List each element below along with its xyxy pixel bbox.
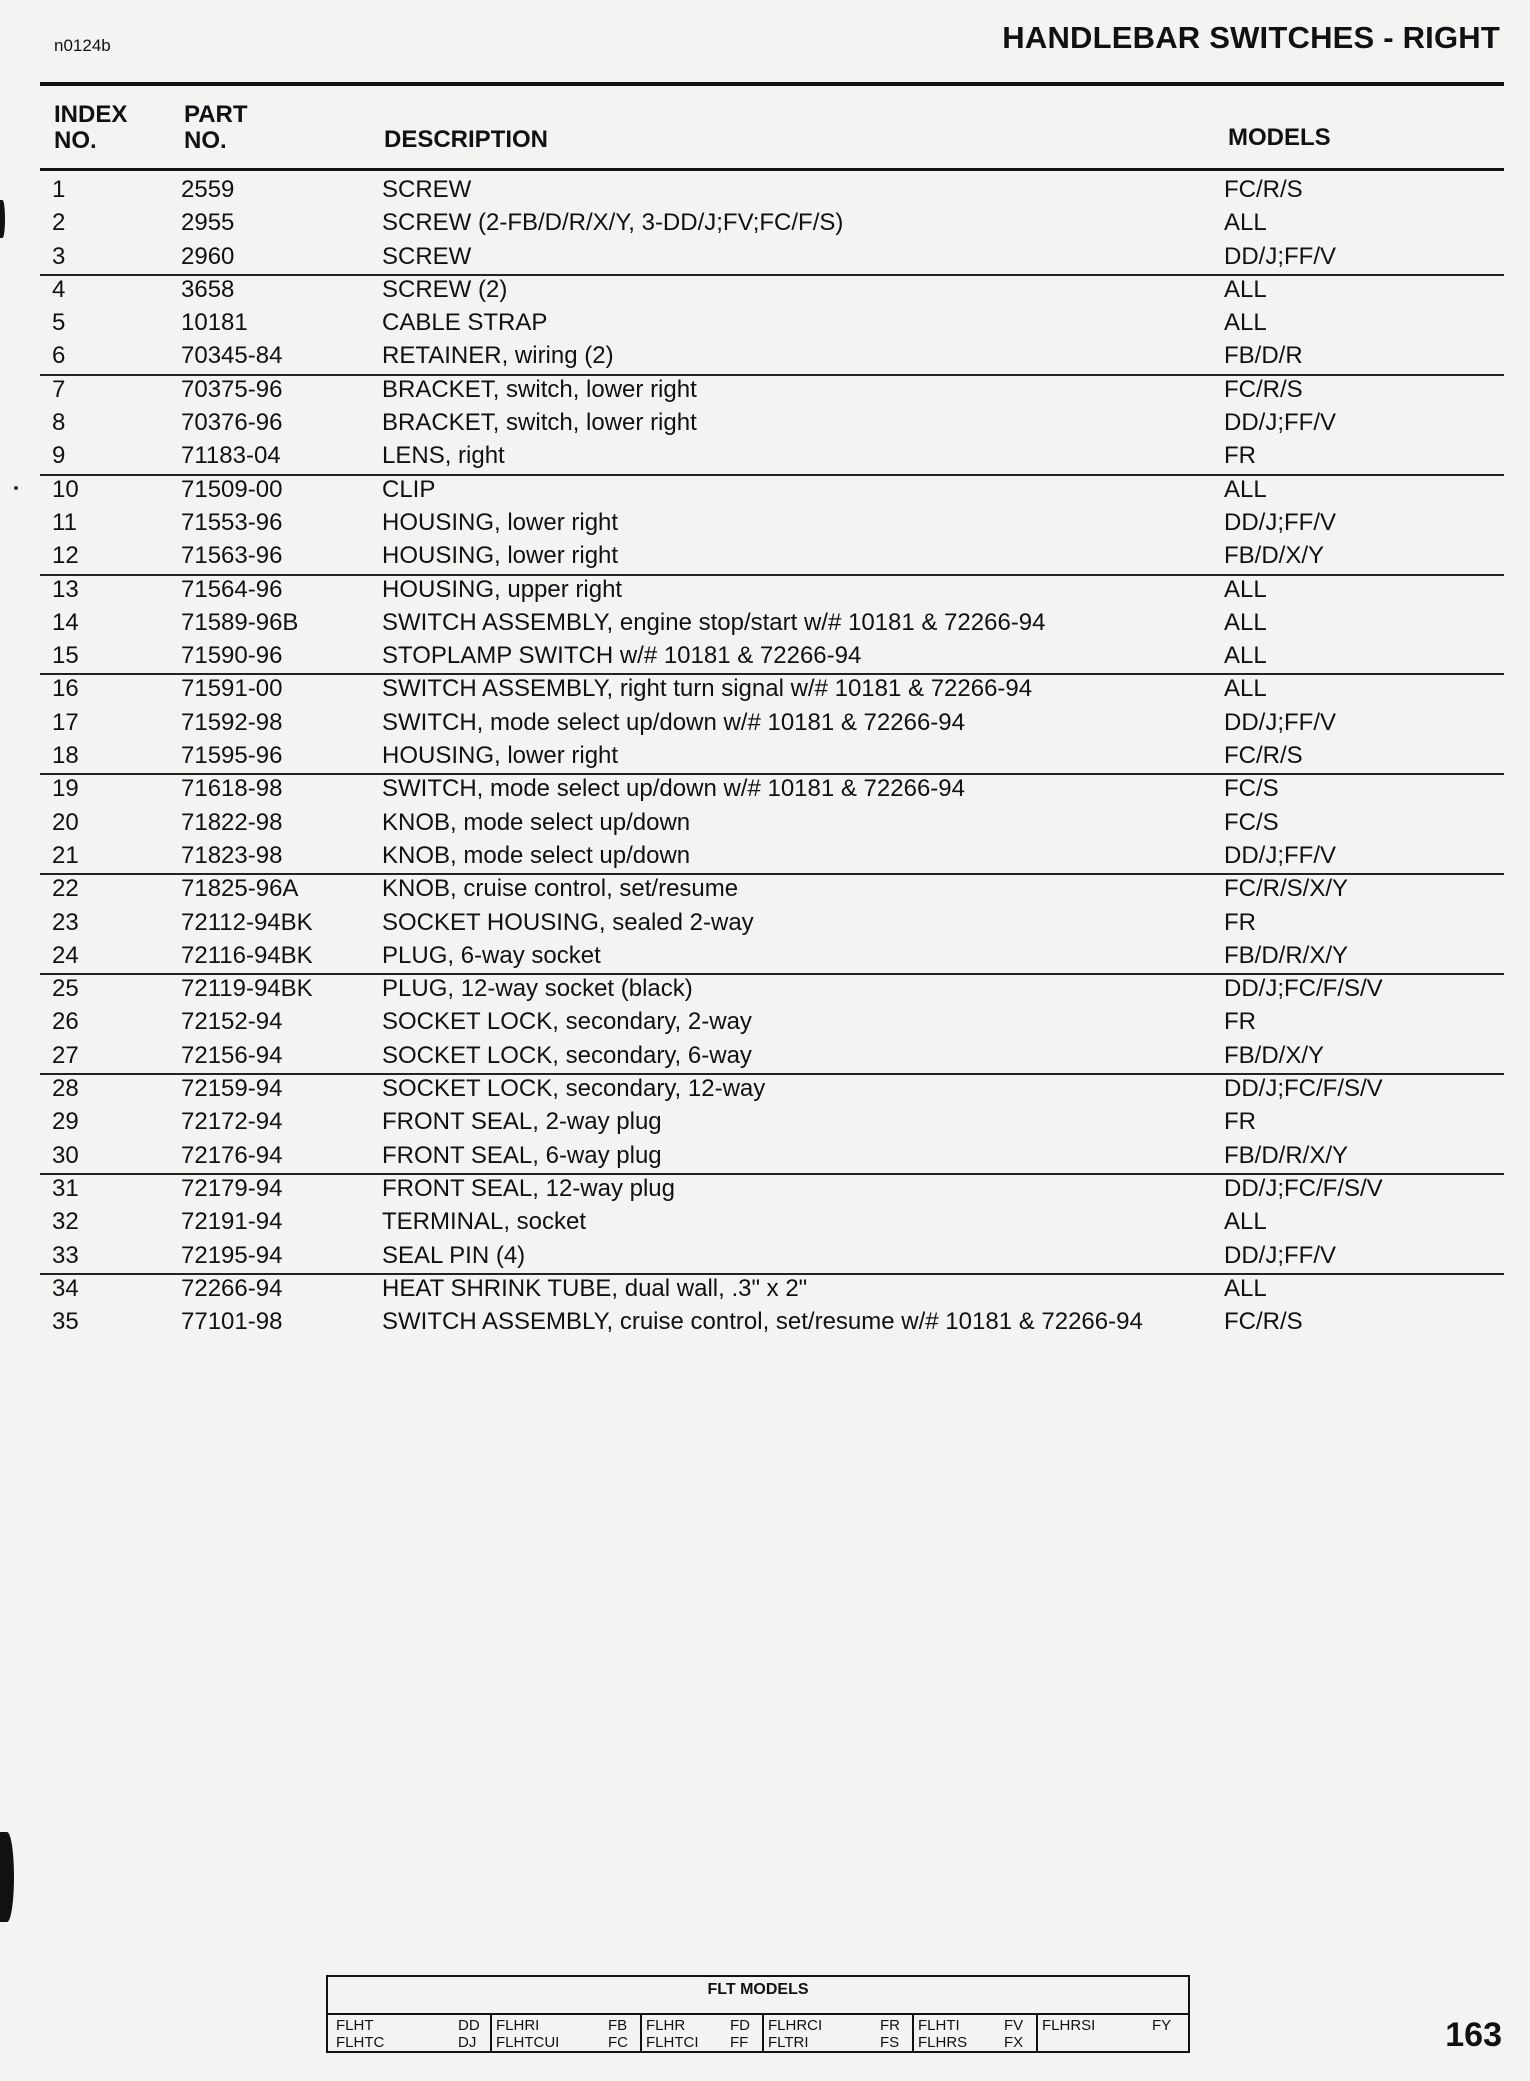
part-number-cell: 71618-98 [181,775,283,803]
table-row [0,1139,1530,1172]
binding-hole-mark [0,1832,14,1922]
page-id: n0124b [54,36,111,55]
description-cell: HOUSING, upper right [382,575,623,603]
table-row [0,1105,1530,1138]
part-number-cell: 72179-94 [181,1174,283,1202]
part-number-cell: 77101-98 [181,1308,283,1336]
column-header-index [54,102,127,154]
index-cell: 35 [52,1308,79,1336]
flt-model-name: FLTRI [768,2034,809,2051]
models-cell: FC/S [1224,775,1279,803]
part-number-cell: 71564-96 [181,575,283,603]
description-cell: SEAL PIN (4) [382,1241,526,1269]
description-cell: FRONT SEAL, 12-way plug [382,1174,676,1202]
index-cell: 27 [52,1041,79,1069]
description-cell: CLIP [382,475,436,503]
table-row [0,506,1530,539]
description-cell: SWITCH ASSEMBLY, engine stop/start w/# 10181 & 72266-94 [382,608,1046,636]
index-cell: 1 [52,176,66,203]
flt-model-code: DD [458,2017,480,2034]
description-cell: PLUG, 6-way socket [382,941,601,969]
table-row [0,772,1530,805]
description-cell: BRACKET, switch, lower right [382,375,697,403]
models-cell: FB/D/R/X/Y [1224,941,1349,969]
table-row [0,872,1530,905]
description-cell: SOCKET HOUSING, sealed 2-way [382,908,754,936]
index-cell: 13 [52,575,79,603]
part-number-cell: 71589-96B [181,608,299,636]
models-cell: ALL [1224,309,1267,337]
parts-table [0,173,1530,1338]
part-number-cell: 72172-94 [181,1108,283,1136]
part-number-cell: 3658 [181,275,235,303]
flt-model-name: FLHTC [336,2034,385,2051]
flt-model-name: FLHRS [918,2034,968,2051]
part-number-cell: 70376-96 [181,409,283,437]
part-number-cell: 72156-94 [181,1041,283,1069]
index-cell: 10 [52,475,79,503]
models-cell: FR [1224,442,1256,470]
index-cell: 19 [52,775,79,803]
table-row [0,906,1530,939]
models-cell: FC/R/S [1224,375,1303,403]
flt-model-name: FLHTI [918,2017,960,2034]
flt-model-code: FY [1152,2017,1172,2034]
flt-model-name: FLHRI [496,2017,540,2034]
flt-model-code: FR [880,2017,900,2034]
part-number-cell: 70375-96 [181,375,283,403]
table-row [0,1039,1530,1072]
table-row [0,539,1530,572]
part-number-cell: 70345-84 [181,342,283,370]
table-row [0,1305,1530,1338]
description-cell: FRONT SEAL, 2-way plug [382,1108,662,1136]
models-cell: DD/J;FF/V [1224,708,1336,736]
index-cell: 31 [52,1174,79,1202]
description-cell: STOPLAMP SWITCH w/# 10181 & 72266-94 [382,642,862,670]
index-cell: 11 [52,508,77,536]
top-rule [40,82,1504,86]
table-row [0,639,1530,672]
column-header-models: MODELS [1228,124,1331,151]
table-row [0,1172,1530,1205]
index-cell: 15 [52,642,79,670]
description-cell: KNOB, cruise control, set/resume [382,875,739,903]
part-number-cell: 71183-04 [181,442,281,470]
models-cell: ALL [1224,209,1267,237]
index-cell: 25 [52,975,79,1003]
description-cell: SWITCH, mode select up/down w/# 10181 & 72266-94 [382,775,965,803]
part-number-cell: 72195-94 [181,1241,283,1269]
part-number-cell: 72266-94 [181,1274,283,1302]
flt-model-code: DJ [458,2034,477,2051]
index-cell: 34 [52,1274,79,1302]
column-header-description: DESCRIPTION [384,126,549,153]
description-cell: FRONT SEAL, 6-way plug [382,1141,662,1169]
index-cell: 20 [52,808,79,836]
index-cell: 14 [52,608,79,636]
table-row [0,373,1530,406]
part-number-cell: 72119-94BK [181,975,313,1003]
description-cell: SWITCH ASSEMBLY, cruise control, set/resume w/# 10181 & 72266-94 [382,1308,1143,1336]
models-cell: DD/J;FC/F/S/V [1224,1174,1383,1202]
description-cell: TERMINAL, socket [382,1208,587,1236]
part-number-cell: 71595-96 [181,742,283,770]
flt-model-name: FLHRCI [768,2017,823,2034]
index-cell: 6 [52,342,66,370]
models-cell: DD/J;FF/V [1224,242,1336,270]
table-row [0,972,1530,1005]
models-cell: FC/R/S [1224,742,1303,770]
index-cell: 21 [52,841,79,869]
part-number-cell: 72159-94 [181,1075,283,1103]
description-cell: KNOB, mode select up/down [382,808,691,836]
column-header-part-line1: PART [184,101,248,128]
models-cell: ALL [1224,642,1267,670]
index-cell: 22 [52,875,79,903]
index-cell: 16 [52,675,79,703]
part-number-cell: 71553-96 [181,508,283,536]
index-cell: 28 [52,1075,79,1103]
description-cell: KNOB, mode select up/down [382,841,691,869]
models-cell: DD/J;FF/V [1224,508,1336,536]
index-cell: 5 [52,309,66,337]
models-cell: FC/S [1224,808,1279,836]
flt-model-name: FLHTCUI [496,2034,560,2051]
description-cell: SOCKET LOCK, secondary, 6-way [382,1041,752,1069]
flt-model-code: FD [730,2017,750,2034]
description-cell: SCREW [382,176,472,203]
flt-model-code: FX [1004,2034,1024,2051]
index-cell: 7 [52,375,66,403]
description-cell: SOCKET LOCK, secondary, 12-way [382,1075,766,1103]
index-cell: 3 [52,242,66,270]
models-cell: DD/J;FC/F/S/V [1224,975,1383,1003]
part-number-cell: 71825-96A [181,875,299,903]
index-cell: 8 [52,409,66,437]
table-row [0,839,1530,872]
models-cell: FB/D/X/Y [1224,542,1325,570]
part-number-cell: 71590-96 [181,642,283,670]
table-row [0,339,1530,372]
part-number-cell: 72152-94 [181,1008,283,1036]
flt-models-column-divider [640,2015,642,2051]
flt-model-name: FLHR [646,2017,686,2034]
models-cell: FC/R/S [1224,176,1303,203]
table-row [0,1205,1530,1238]
description-cell: SWITCH ASSEMBLY, right turn signal w/# 10181 & 72266-94 [382,675,1033,703]
models-cell: FB/D/R [1224,342,1303,370]
flt-model-code: FC [608,2034,628,2051]
index-cell: 30 [52,1141,79,1169]
models-cell: FB/D/X/Y [1224,1041,1325,1069]
column-header-index-line2: NO. [54,127,97,154]
table-row [0,739,1530,772]
description-cell: HOUSING, lower right [382,742,619,770]
part-number-cell: 72116-94BK [181,941,313,969]
table-row [0,473,1530,506]
index-cell: 12 [52,542,79,570]
description-cell: SOCKET LOCK, secondary, 2-way [382,1008,752,1036]
page-number: 163 [1445,2016,1502,2054]
flt-models-divider [328,2013,1188,2015]
part-number-cell: 2960 [181,242,235,270]
description-cell: CABLE STRAP [382,309,548,337]
table-row [0,606,1530,639]
models-cell: ALL [1224,575,1267,603]
index-cell: 23 [52,908,79,936]
description-cell: SCREW (2-FB/D/R/X/Y, 3-DD/J;FV;FC/F/S) [382,209,844,237]
table-row [0,240,1530,273]
table-row [0,406,1530,439]
flt-models-column-divider [912,2015,914,2051]
models-cell: ALL [1224,675,1267,703]
models-cell: ALL [1224,608,1267,636]
column-header-part-line2: NO. [184,127,227,154]
description-cell: SCREW (2) [382,275,508,303]
table-row [0,939,1530,972]
header-rule [40,168,1504,171]
models-cell: FC/R/S/X/Y [1224,875,1349,903]
models-cell: ALL [1224,275,1267,303]
models-cell: FB/D/R/X/Y [1224,1141,1349,1169]
table-row [0,273,1530,306]
part-number-cell: 71592-98 [181,708,283,736]
models-cell: FC/R/S [1224,1308,1303,1336]
part-number-cell: 72191-94 [181,1208,283,1236]
index-cell: 4 [52,275,66,303]
models-cell: FR [1224,1008,1256,1036]
flt-models-column-divider [490,2015,492,2051]
margin-dot [14,486,18,490]
table-row [0,1272,1530,1305]
table-row [0,173,1530,206]
flt-models-column-divider [1036,2015,1038,2051]
flt-model-code: FB [608,2017,628,2034]
table-row [0,1239,1530,1272]
description-cell: LENS, right [382,442,505,470]
description-cell: RETAINER, wiring (2) [382,342,614,370]
models-cell: DD/J;FF/V [1224,409,1336,437]
models-cell: DD/J;FC/F/S/V [1224,1075,1383,1103]
flt-model-code: FS [880,2034,900,2051]
flt-models-legend [326,1975,1190,2053]
index-cell: 9 [52,442,66,470]
part-number-cell: 71823-98 [181,841,283,869]
index-cell: 18 [52,742,79,770]
flt-model-name: FLHT [336,2017,374,2034]
models-cell: FR [1224,908,1256,936]
page-title: HANDLEBAR SWITCHES - RIGHT [1002,20,1500,55]
flt-model-name: FLHRSI [1042,2017,1096,2034]
index-cell: 2 [52,209,66,237]
models-cell: DD/J;FF/V [1224,841,1336,869]
index-cell: 17 [52,708,79,736]
part-number-cell: 71509-00 [181,475,283,503]
part-number-cell: 71591-00 [181,675,283,703]
models-cell: FR [1224,1108,1256,1136]
flt-models-column-divider [762,2015,764,2051]
part-number-cell: 10181 [181,309,248,337]
models-cell: ALL [1224,1274,1267,1302]
table-row [0,672,1530,705]
binding-hole-mark [0,200,5,238]
flt-model-code: FF [730,2034,749,2051]
table-row [0,439,1530,472]
flt-model-code: FV [1004,2017,1024,2034]
index-cell: 29 [52,1108,79,1136]
table-row [0,1072,1530,1105]
table-row [0,573,1530,606]
flt-models-title: FLT MODELS [707,1981,809,1998]
description-cell: BRACKET, switch, lower right [382,409,697,437]
index-cell: 33 [52,1241,79,1269]
description-cell: SCREW [382,242,472,270]
table-row [0,306,1530,339]
description-cell: HOUSING, lower right [382,542,619,570]
part-number-cell: 71822-98 [181,808,283,836]
row-group-rule [40,274,1504,276]
part-number-cell: 72112-94BK [181,908,313,936]
table-row [0,706,1530,739]
description-cell: SWITCH, mode select up/down w/# 10181 & 72266-94 [382,708,965,736]
models-cell: ALL [1224,1208,1267,1236]
description-cell: HEAT SHRINK TUBE, dual wall, .3" x 2" [382,1274,808,1302]
description-cell: PLUG, 12-way socket (black) [382,975,693,1003]
table-row [0,206,1530,239]
part-number-cell: 71563-96 [181,542,283,570]
index-cell: 32 [52,1208,79,1236]
table-row [0,1005,1530,1038]
flt-model-name: FLHTCI [646,2034,699,2051]
part-number-cell: 2955 [181,209,235,237]
column-header-index-line1: INDEX [54,101,128,128]
column-header-part [184,102,248,154]
description-cell: HOUSING, lower right [382,508,619,536]
part-number-cell: 2559 [181,176,235,203]
index-cell: 24 [52,941,79,969]
table-row [0,806,1530,839]
models-cell: DD/J;FF/V [1224,1241,1336,1269]
index-cell: 26 [52,1008,79,1036]
part-number-cell: 72176-94 [181,1141,283,1169]
models-cell: ALL [1224,475,1267,503]
